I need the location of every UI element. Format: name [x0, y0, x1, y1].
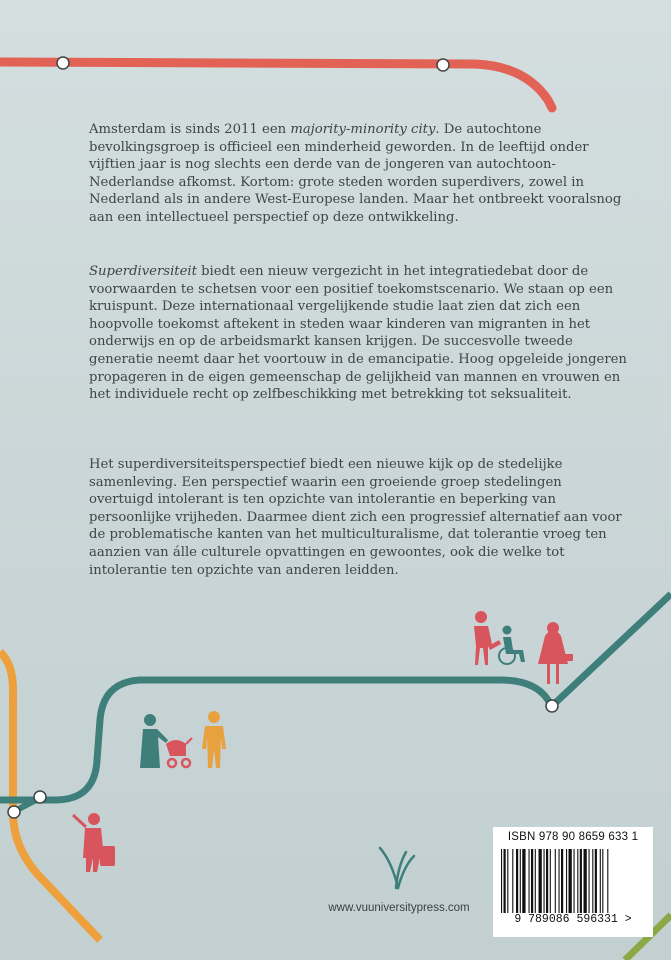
body-paragraph — [89, 263, 629, 404]
barcode-bar — [566, 849, 567, 913]
barcode-bar — [577, 849, 578, 913]
barcode-bar — [546, 849, 548, 913]
barcode-bar — [535, 849, 536, 913]
barcode-bar — [574, 849, 575, 913]
barcode-bar — [531, 849, 533, 913]
intro-paragraph — [89, 121, 629, 227]
teal-metro-line — [0, 594, 671, 800]
person-pushing-wheelchair-icon — [474, 611, 501, 665]
barcode-bar — [607, 849, 608, 913]
wheelchair-user-icon — [499, 626, 525, 665]
barcode-bar — [595, 849, 597, 913]
barcode-bar — [504, 849, 506, 913]
metro-stop — [8, 806, 20, 818]
barcode-bar — [602, 849, 603, 913]
barcode-icon — [501, 849, 645, 913]
barcode-bar — [589, 849, 590, 913]
orange-metro-line — [0, 652, 100, 940]
barcode-bar — [569, 849, 572, 913]
text-run: Het superdiversiteitsperspectief biedt een nieuwe kijk op de stedelijke samenleving. Een perspectief waarin een groeiende groep stedelingen overtuigd intolerant is ten opzichte van intolerantie en beperking van persoonlijke vrijheden. Daarmee dient zich een progressief alternatief aan voor de problematische kanten van het multiculturalisme, dat tolerantie vroeg ten aanzien van álle culturele opvattingen en gewoontes, ook die welke tot intolerantie ten opzichte van anderen leidden. — [89, 457, 622, 578]
metro-stop — [34, 791, 46, 803]
standing-man-icon — [202, 711, 226, 768]
italic-text: Superdiversiteit — [89, 264, 197, 279]
barcode-bar — [559, 849, 560, 913]
metro-stop — [546, 700, 558, 712]
mother-with-stroller-icon — [140, 714, 192, 768]
publisher-url: www.vuuniversitypress.com — [328, 902, 470, 914]
barcode-bar — [584, 849, 587, 913]
italic-text: majority-minority city — [290, 122, 436, 137]
barcode-bar — [522, 849, 525, 913]
text-run: Amsterdam is sinds 2011 een — [89, 122, 291, 137]
barcode-bar — [550, 849, 551, 913]
publisher-logo-icon — [380, 848, 414, 888]
barcode-bar — [520, 849, 521, 913]
barcode-bar — [544, 849, 545, 913]
traveler-with-luggage-icon — [73, 813, 115, 872]
barcode-bar — [592, 849, 593, 913]
metro-stop — [57, 57, 69, 69]
closing-paragraph — [89, 456, 629, 579]
barcode-bar — [512, 849, 513, 913]
text-run: . De autochtone bevolkingsgroep is officieel een minderheid geworden. In de leeftijd onder vijftien jaar is nog slechts een derde van de jongeren van autochtoon-Nederlandse afkomst. Kortom: grote steden worden superdivers, zowel in Nederland als in andere West-Europese landen. Maar het ontbreekt vooralsnog aan een intellectueel perspectief op deze ontwikkeling. — [89, 122, 622, 225]
barcode-bar — [580, 849, 582, 913]
barcode-bar — [600, 849, 601, 913]
barcode-bar — [539, 849, 542, 913]
barcode-bar — [501, 849, 502, 913]
barcode-bar — [561, 849, 563, 913]
red-metro-line — [0, 62, 552, 108]
barcode-bar — [507, 849, 508, 913]
isbn-label: ISBN 978 90 8659 633 1 — [507, 831, 639, 843]
text-run: biedt een nieuw vergezicht in het integratiedebat door de voorwaarden te schetsen voor een positief toekomstscenario. We staan op een kruispunt. Deze internationaal vergelijkende studie laat zien dat zich een hoopvolle toekomst aftekent in steden waar kinderen van migranten in het onderwijs en op de arbeidsmarkt kansen krijgen. De succesvolle tweede generatie neemt daar het voortouw in de emancipatie. Hoog opgeleide jongeren propageren in de eigen gemeenschap de gelijkheid van mannen en vrouwen en het individuele recht op zelfbeschikking met betrekking tot seksualiteit. — [89, 264, 627, 403]
barcode-bar — [555, 849, 556, 913]
barcode-panel — [493, 827, 653, 937]
barcode-bar — [516, 849, 518, 913]
metro-stop — [437, 59, 449, 71]
barcode-number: 9 789086 596331 > — [514, 913, 632, 926]
barcode-bar — [529, 849, 530, 913]
woman-with-handbag-icon — [538, 622, 573, 684]
